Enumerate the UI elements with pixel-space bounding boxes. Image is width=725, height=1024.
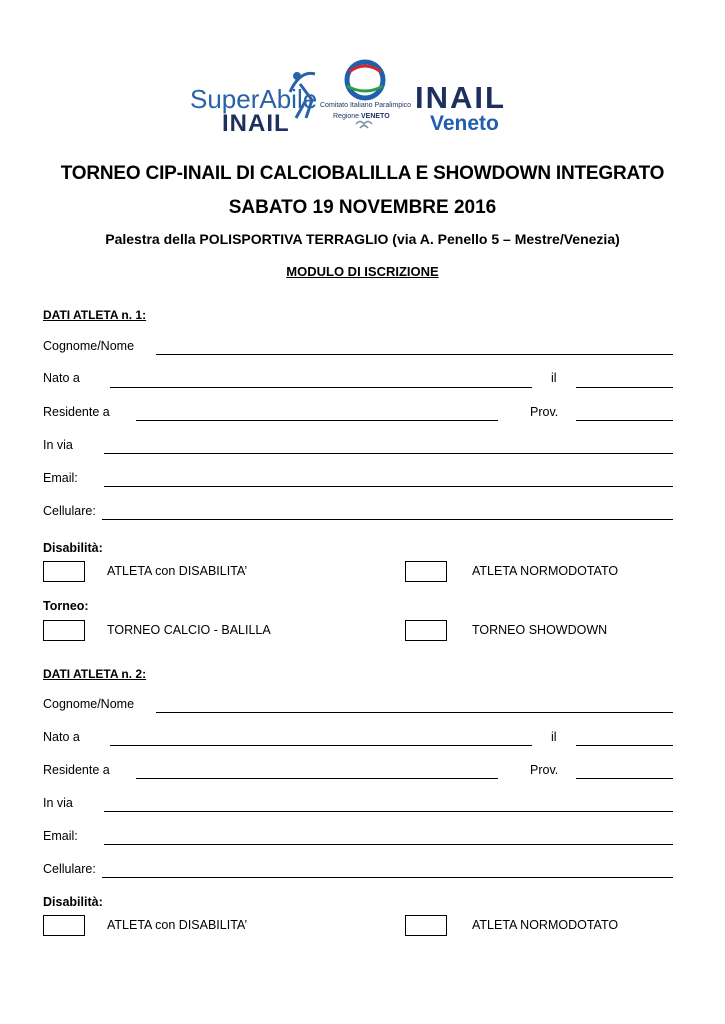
athlete1-street-label: In via [43,438,73,452]
athlete2-born-field[interactable] [110,745,532,746]
athlete2-disability-label: Disabilità: [43,895,103,909]
header-logos [0,0,725,150]
athlete2-able-option-label: ATLETA NORMODOTATO [472,918,619,932]
athlete1-province-field[interactable] [576,420,673,421]
athlete2-born-label: Nato a [43,730,80,744]
athlete1-surname-field[interactable] [156,354,673,355]
athlete2-able-checkbox[interactable] [405,915,447,936]
athlete1-tournament-label: Torneo: [43,599,89,613]
athlete2-phone-field[interactable] [102,877,673,878]
form-title-text: MODULO DI ISCRIZIONE [286,264,439,279]
athlete1-residence-field[interactable] [136,420,498,421]
athlete1-street-field[interactable] [104,453,673,454]
athlete1-born-field[interactable] [110,387,532,388]
athlete2-surname-label: Cognome/Nome [43,697,135,711]
athlete2-province-label: Prov. [530,763,559,777]
athlete2-date-field[interactable] [576,745,673,746]
veneto-logo-text: Veneto [430,112,499,135]
athlete1-phone-label: Cellulare: [43,504,96,518]
athlete2-date-label: il [551,730,557,744]
athlete1-section-title: DATI ATLETA n. 1: [43,308,147,322]
venue-line: Palestra della POLISPORTIVA TERRAGLIO (via A. Penello 5 – Mestre/Venezia) [105,231,620,247]
athlete1-residence-label: Residente a [43,405,110,419]
athlete2-phone-label: Cellulare: [43,862,96,876]
athlete1-able-option-label: ATLETA NORMODOTATO [472,564,619,578]
superabile-inail-text: INAIL [222,110,290,137]
athlete1-calcio-checkbox[interactable] [43,620,85,641]
athlete1-email-field[interactable] [104,486,673,487]
athlete2-province-field[interactable] [576,778,673,779]
agitos-icon [356,122,372,129]
athlete1-date-field[interactable] [576,387,673,388]
athlete2-street-label: In via [43,796,73,810]
athlete2-residence-field[interactable] [136,778,498,779]
inail-veneto-logo [415,80,506,135]
athlete1-email-label: Email: [43,471,78,485]
athlete2-surname-field[interactable] [156,712,673,713]
superabile-logo-text: SuperAbile [190,84,318,114]
athlete2-residence-label: Residente a [43,763,110,777]
athlete1-province-label: Prov. [530,405,559,419]
athlete2-street-field[interactable] [104,811,673,812]
page-title-line2: SABATO 19 NOVEMBRE 2016 [228,197,497,218]
athlete2-disabled-checkbox[interactable] [43,915,85,936]
athlete1-disabled-option-label: ATLETA con DISABILITA’ [107,564,248,578]
athlete1-showdown-checkbox[interactable] [405,620,447,641]
athlete2-section-title: DATI ATLETA n. 2: [43,667,147,681]
athlete1-surname-label: Cognome/Nome [43,339,135,353]
cip-text-line2: Regione [333,113,360,120]
athlete1-disability-label: Disabilità: [43,541,103,555]
athlete1-born-label: Nato a [43,371,80,385]
athlete1-showdown-option-label: TORNEO SHOWDOWN [472,623,608,637]
athlete1-able-checkbox[interactable] [405,561,447,582]
inail-logo-text: INAIL [415,80,506,115]
cip-text-line1: Comitato Italiano Paralimpico [320,102,412,109]
athlete2-disabled-option-label: ATLETA con DISABILITA’ [107,918,248,932]
athlete2-email-field[interactable] [104,844,673,845]
cip-veneto-logo [320,62,411,128]
athlete2-email-label: Email: [43,829,78,843]
page-title-line1: TORNEO CIP-INAIL DI CALCIOBALILLA E SHOWDOWN INTEGRATO [60,163,665,184]
superabile-inail-logo [190,72,317,137]
form-title [0,264,725,279]
athlete1-calcio-option-label: TORNEO CALCIO - BALILLA [107,623,271,637]
athlete1-phone-field[interactable] [102,519,673,520]
athlete1-date-label: il [551,371,557,385]
athlete1-disabled-checkbox[interactable] [43,561,85,582]
cip-text-line3: VENETO [361,113,390,120]
